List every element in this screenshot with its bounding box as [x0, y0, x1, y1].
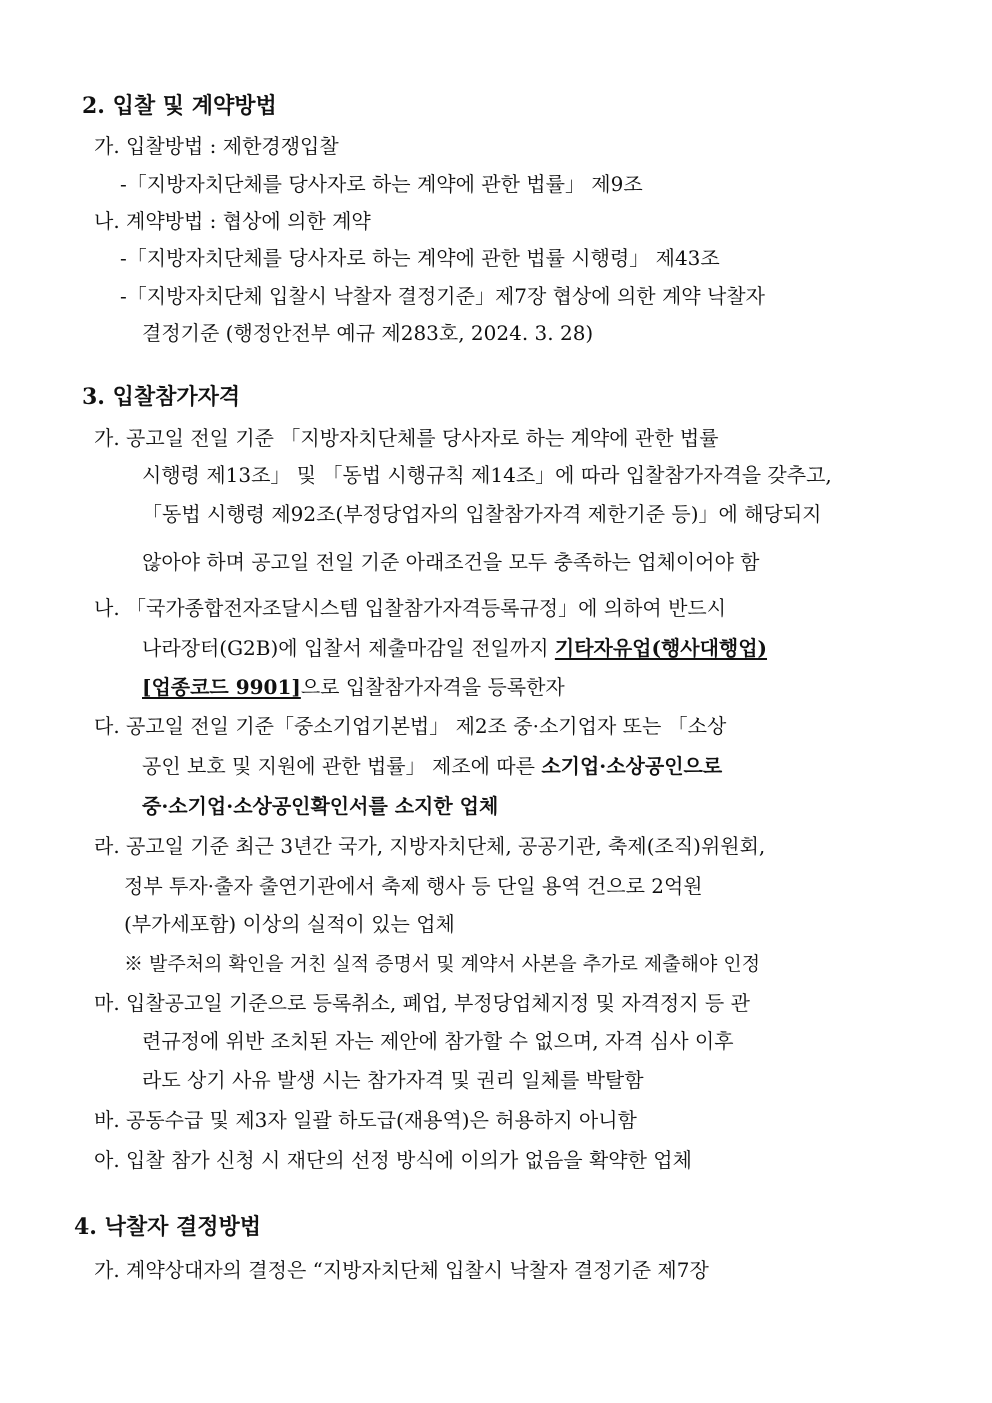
- section-3-item-ga-line4: 않아야 하며 공고일 전일 기준 아래조건을 모두 충족하는 업체이어야 함: [142, 550, 760, 574]
- section-3-item-ra-line2: 정부 투자·출자 출연기관에서 축제 행사 등 단일 용역 건으로 2억원: [124, 874, 703, 898]
- section-3-heading: 3. 입찰참가자격: [82, 384, 241, 410]
- section-3-item-ma-line2: 련규정에 위반 조치된 자는 제안에 참가할 수 없으며, 자격 심사 이후: [142, 1029, 734, 1053]
- section-3-item-na-line3: [142, 673, 565, 701]
- section-3-item-da-line1: 다. 공고일 전일 기준「중소기업기본법」 제2조 중·소기업자 또는 「소상: [94, 714, 727, 738]
- section-3-item-ga-line2: 시행령 제13조」 및 「동법 시행규칙 제14조」에 따라 입찰참가자격을 갖추고,: [142, 463, 832, 487]
- section-2-item-na-sub1: -「지방자치단체를 당사자로 하는 계약에 관한 법률 시행령」 제43조: [120, 246, 720, 270]
- section-3-item-na-line1: 나. 「국가종합전자조달시스템 입찰참가자격등록규정」에 의하여 반드시: [94, 596, 727, 620]
- section-3-item-ma-line3: 라도 상기 사유 발생 시는 참가자격 및 권리 일체를 박탈함: [142, 1068, 644, 1092]
- section-2-item-ga-sub1: -「지방자치단체를 당사자로 하는 계약에 관한 법률」 제9조: [120, 172, 643, 196]
- section-2-item-na: 나. 계약방법 : 협상에 의한 계약: [94, 209, 371, 233]
- section-3-item-ga-line1: 가. 공고일 전일 기준 「지방자치단체를 당사자로 하는 계약에 관한 법률: [94, 426, 719, 450]
- section-3-item-na-line3-text: 으로 입찰참가자격을 등록한자: [300, 675, 565, 699]
- section-2-item-ga: 가. 입찰방법 : 제한경쟁입찰: [94, 134, 339, 158]
- section-3-item-ga-line3: 「동법 시행령 제92조(부정당업자의 입찰참가자격 제한기준 등)」에 해당되지: [142, 502, 822, 526]
- section-3-item-na-business-type: 기타자유업(행사대행업): [554, 636, 768, 660]
- section-3-item-ra-note: ※ 발주처의 확인을 거친 실적 증명서 및 계약서 사본을 추가로 제출해야 인정: [124, 953, 761, 975]
- section-3-item-da-line2-text: 공인 보호 및 지원에 관한 법률」 제조에 따른: [142, 754, 542, 778]
- section-3-item-na-business-code: [업종코드 9901]: [142, 675, 301, 699]
- section-2-item-na-sub2: -「지방자치단체 입찰시 낙찰자 결정기준」제7장 협상에 의한 계약 낙찰자: [120, 284, 765, 308]
- section-3-item-da-line2: [142, 752, 722, 780]
- section-3-item-na-line2-text: 나라장터(G2B)에 입찰서 제출마감일 전일까지: [142, 636, 555, 660]
- section-3-item-ma-line1: 마. 입찰공고일 기준으로 등록취소, 폐업, 부정당업체지정 및 자격정지 등 관: [94, 991, 750, 1015]
- section-3-item-da-line3: 중·소기업·소상공인확인서를 소지한 업체: [142, 794, 499, 818]
- section-3-item-a: 아. 입찰 참가 신청 시 재단의 선정 방식에 이의가 없음을 확약한 업체: [94, 1148, 692, 1172]
- section-4-item-ga: 가. 계약상대자의 결정은 “지방자치단체 입찰시 낙찰자 결정기준 제7장: [94, 1258, 709, 1282]
- section-3-item-da-emphasis: 소기업·소상공인으로: [541, 754, 723, 778]
- section-3-item-ba: 바. 공동수급 및 제3자 일괄 하도급(재용역)은 허용하지 아니함: [94, 1108, 637, 1132]
- section-2-item-na-sub2-cont: 결정기준 (행정안전부 예규 제283호, 2024. 3. 28): [142, 321, 594, 345]
- section-3-item-na-line2: [142, 634, 767, 662]
- section-4-heading: 4. 낙찰자 결정방법: [74, 1214, 262, 1240]
- section-2-heading: 2. 입찰 및 계약방법: [82, 93, 277, 119]
- section-3-item-ra-line1: 라. 공고일 기준 최근 3년간 국가, 지방자치단체, 공공기관, 축제(조직)위원회,: [94, 834, 766, 858]
- section-3-item-ra-line3: (부가세포함) 이상의 실적이 있는 업체: [124, 912, 455, 936]
